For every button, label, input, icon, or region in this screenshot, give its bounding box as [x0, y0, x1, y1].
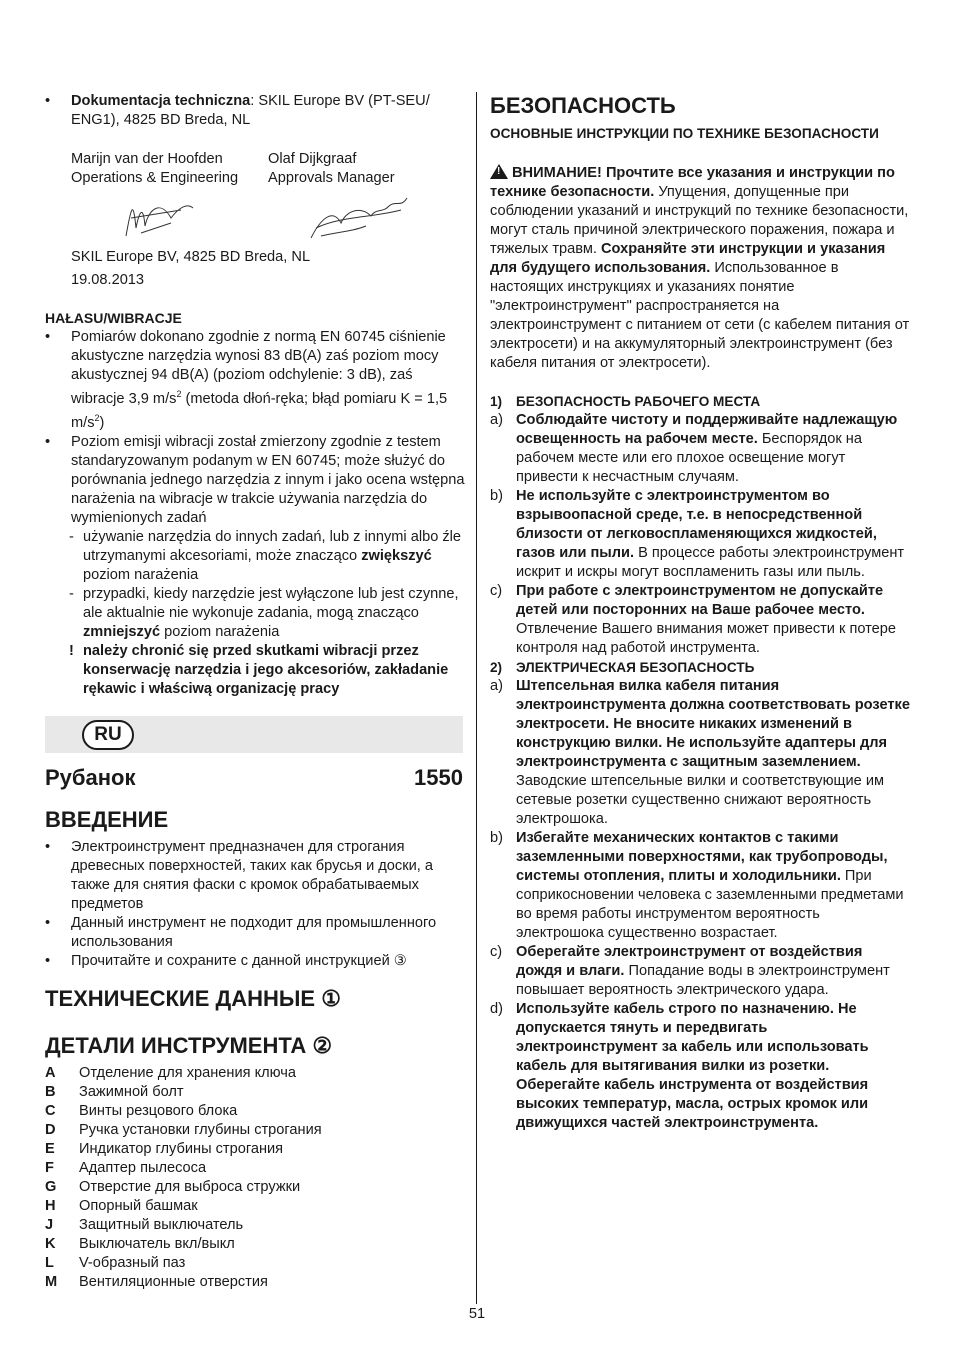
- vibration-warning-text: należy chronić się przed skutkami wibracji przez konserwację narzędzia i jego akcesoriów, zakładanie rękawic i właściwą organizację pracy: [83, 642, 449, 697]
- parts-list: [45, 1064, 465, 1292]
- part-label: Отделение для хранения ключа: [79, 1065, 296, 1081]
- tech-doc-label: Dokumentacja techniczna: [71, 93, 251, 109]
- part-label: Зажимной болт: [79, 1084, 184, 1100]
- part-key: K: [45, 1236, 56, 1252]
- item-bold: Соблюдайте чистоту и поддерживайте надлежащую освещенность на рабочем месте.: [516, 412, 898, 447]
- dash-item-1: [45, 528, 465, 585]
- part-key: D: [45, 1122, 56, 1138]
- list-item: [45, 1121, 465, 1140]
- intro-heading: ВВЕДЕНИЕ: [45, 807, 169, 832]
- item-text: При соприкосновении человека с заземленными предметами во время работы инструментом вероятность электрошока существенно возрастает.: [516, 868, 904, 941]
- part-key: B: [45, 1084, 56, 1100]
- item-text: В процессе работы электроинструмент искрит и искры могут воспламенить газы или пыль.: [516, 545, 905, 580]
- signatory-2-role: Approvals Manager: [268, 170, 395, 186]
- signatory-1: [71, 150, 268, 188]
- list-item: [45, 1197, 465, 1216]
- safety-subheading: ОСНОВНЫЕ ИНСТРУКЦИИ ПО ТЕХНИКЕ БЕЗОПАСНОСТИ: [490, 126, 879, 141]
- signatory-2: [268, 150, 465, 188]
- section-1-heading: [490, 392, 910, 411]
- intro-item: • Электроинструмент предназначен для строгания древесных поверхностей, таких как брусья и доски, а также для снятия фаски с кромок обрабатываемых предметов: [45, 838, 465, 914]
- intro-item: • Данный инструмент не подходит для промышленного использования: [45, 914, 465, 952]
- item-bold: Не используйте с электроинструментом во взрывоопасной среде, т.е. в непосредственной близости от легковоспламеняющихся жидкостей, газов или пыли.: [516, 488, 877, 561]
- dash-1-text-c: poziom narażenia: [83, 566, 199, 583]
- dash-2-text-a: przypadki, kiedy narzędzie jest wyłączone lub jest czynne, ale aktualnie nie wykonuje zadania, mogą znacząco: [83, 585, 459, 621]
- item-bold: Используйте кабель строго по назначению. Не допускается тянуть и передвигать электроинструмент за кабель или использовать кабель для вытягивания вилки из розетки. Оберегайте кабель инструмента от воздействия высоких температур, масла, острых кромок или движущихся частей электроинструмента.: [516, 1001, 869, 1131]
- list-item: [490, 411, 910, 487]
- list-item: [45, 1235, 465, 1254]
- list-item: [45, 1216, 465, 1235]
- tech-doc-bullet: [45, 92, 465, 130]
- dash-1-text-a: używanie narzędzia do innych zadań, lub z innymi albo źle utrzymanymi akcesoriami, może znacząco: [83, 528, 462, 564]
- superscript: 2: [176, 389, 182, 399]
- warning-text-1: Упущения, допущенные при соблюдении указаний и инструкций по технике безопасности, могут сталь причиной электрического поражения, пожара и тяжелых травм.: [490, 184, 909, 257]
- warning-bold-2: Сохраняйте эти инструкции и указания для будущего использования.: [490, 241, 886, 276]
- noise-text-a: Pomiarów dokonano zgodnie z normą EN 60745 ciśnienie akustyczne narzędzia wynosi 83 dB(A) zaś poziom mocy akustycznej 94 dB(A) (poziom odchylenie: 3 dB), zaś wibracje 3,9 m/s: [71, 329, 446, 407]
- part-label: Выключатель вкл/выкл: [79, 1236, 235, 1252]
- language-bar: [45, 716, 463, 753]
- part-key: G: [45, 1179, 57, 1195]
- item-key: d): [490, 1001, 503, 1017]
- dash-mark: -: [69, 585, 74, 602]
- tech-doc-text: : SKIL Europe BV (PT-SEU/ ENG1), 4825 BD Breda, NL: [71, 93, 430, 128]
- list-item: [45, 1102, 465, 1121]
- list-item: [490, 829, 910, 943]
- model-number: 1550: [414, 765, 463, 790]
- section-title: ЭЛЕКТРИЧЕСКАЯ БЕЗОПАСНОСТЬ: [516, 660, 755, 675]
- item-key: a): [490, 678, 503, 694]
- list-item: [490, 487, 910, 582]
- product-title-row: [45, 764, 463, 792]
- page-number: 51: [468, 1306, 486, 1322]
- exclamation-mark: !: [69, 642, 74, 659]
- item-text: Беспорядок на рабочем месте или его плохое освещение могут привести к несчастным случаям.: [516, 431, 862, 485]
- part-label: Защитный выключатель: [79, 1217, 244, 1233]
- item-text: Заводские штепсельные вилки и соответствующие им сетевые розетки существенно снижают вероятность электрошока.: [516, 773, 885, 827]
- handwritten-signatures: [71, 188, 491, 248]
- parts-heading-wrap: [45, 1032, 465, 1060]
- section-title: БЕЗОПАСНОСТЬ РАБОЧЕГО МЕСТА: [516, 394, 761, 409]
- noise-bullet-1: [45, 328, 465, 433]
- part-key: F: [45, 1160, 54, 1176]
- part-label: Адаптер пылесоса: [79, 1160, 207, 1176]
- warning-bold-1: ВНИМАНИЕ! Прочтите все указания и инструкции по технике безопасности.: [490, 165, 895, 200]
- item-text: Попадание воды в электроинструмент повышает вероятность электрического удара.: [516, 963, 890, 998]
- noise-text-c: ): [99, 414, 105, 431]
- item-bold: Избегайте механических контактов с такими заземленными поверхностями, как трубопроводы, системы отопления, плиты и холодильники.: [516, 830, 888, 884]
- dash-2-text-c: poziom narażenia: [160, 623, 280, 640]
- list-item: [490, 677, 910, 829]
- dash-mark: -: [69, 528, 74, 545]
- item-key: b): [490, 488, 503, 504]
- dash-item-2: [45, 585, 465, 642]
- list-item: [45, 1159, 465, 1178]
- signatory-1-role: Operations & Engineering: [71, 170, 239, 186]
- left-column: [45, 92, 465, 699]
- intro-item: • Прочитайте и сохраните с данной инструкцией ③: [45, 952, 465, 971]
- right-column: [490, 92, 910, 1133]
- intro-section: [45, 806, 465, 971]
- list-item: [45, 1178, 465, 1197]
- parts-heading: ДЕТАЛИ ИНСТРУМЕНТА ②: [45, 1033, 333, 1058]
- signatory-2-name: Olaf Dijkgraaf: [268, 151, 357, 167]
- part-key: E: [45, 1141, 55, 1157]
- signatures: [71, 188, 465, 248]
- part-label: Отверстие для выброса стружки: [79, 1179, 301, 1195]
- item-key: a): [490, 412, 503, 428]
- section-2-heading: [490, 658, 910, 677]
- dash-2-emphasis: zmniejszyć: [83, 623, 161, 640]
- part-key: J: [45, 1217, 54, 1233]
- vibration-warning: [45, 642, 465, 699]
- language-badge: RU: [82, 720, 134, 750]
- part-key: C: [45, 1103, 56, 1119]
- item-key: c): [490, 944, 503, 960]
- part-label: Ручка установки глубины строгания: [79, 1122, 322, 1138]
- warning-triangle-icon: [490, 164, 508, 179]
- superscript: 2: [94, 412, 100, 423]
- item-bold: Штепсельная вилка кабеля питания электроинструмента должна соответствовать розетке электросети. Не вносите никаких изменений в конструкцию вилки. Не используйте адаптеры для электроинструмента с защитным заземлением.: [516, 678, 910, 770]
- item-bold: Оберегайте электроинструмент от воздействия дождя и влаги.: [516, 944, 863, 979]
- part-key: L: [45, 1255, 54, 1271]
- part-label: V-образный паз: [79, 1255, 186, 1271]
- signatories: [71, 150, 465, 188]
- item-text: Отвлечение Вашего внимания может привести к потере контроля над работой инструмента.: [516, 621, 897, 656]
- part-key: M: [45, 1274, 58, 1290]
- section-number: 1): [490, 394, 503, 409]
- noise-text-b: (metoda dłoń-ręka; błąd pomiaru K = 1,5 m/s: [71, 390, 448, 431]
- section-number: 2): [490, 660, 503, 675]
- list-item: [45, 1083, 465, 1102]
- part-key: A: [45, 1065, 56, 1081]
- safety-heading: БЕЗОПАСНОСТЬ: [490, 93, 676, 118]
- doc-date: 19.08.2013: [71, 272, 145, 288]
- noise-heading: HAŁASU/WIBRACJE: [45, 310, 182, 326]
- part-label: Винты резцового блока: [79, 1103, 238, 1119]
- part-label: Вентиляционные отверстия: [79, 1274, 268, 1290]
- list-item: [45, 1273, 465, 1292]
- item-bold: При работе с электроинструментом не допускайте детей или посторонних на Ваше рабочее место.: [516, 583, 884, 618]
- part-key: H: [45, 1198, 56, 1214]
- general-warning: [490, 162, 910, 373]
- item-key: b): [490, 830, 503, 846]
- warning-text-2: Использованное в настоящих инструкциях и указаниях понятие "электроинструмент" распространяется на электроинструмент с питанием от сети (с кабелем питания от электросети) и на аккумуляторный электроинструмент (без кабеля питания от электросети).: [490, 260, 910, 371]
- signatory-1-name: Marijn van der Hoofden: [71, 151, 223, 167]
- dash-1-emphasis: zwiększyć: [361, 547, 432, 564]
- part-label: Опорный башмак: [79, 1198, 198, 1214]
- list-item: [45, 1254, 465, 1273]
- company-address: SKIL Europe BV, 4825 BD Breda, NL: [71, 249, 311, 265]
- list-item: [490, 582, 910, 658]
- list-item: [45, 1064, 465, 1083]
- tech-data-heading-wrap: [45, 985, 465, 1013]
- item-key: c): [490, 583, 503, 599]
- product-name: Рубанок: [45, 765, 136, 790]
- list-item: [490, 1000, 910, 1133]
- list-item: [490, 943, 910, 1000]
- column-divider: [476, 92, 477, 1304]
- noise-bullet-2: • Poziom emisji wibracji został zmierzony zgodnie z testem standaryzowanym podanym w EN 60745; może służyć do porównania jednego narzędzia z innym i jako ocena wstępna narażenia na wibracje w trakcie używania narzędzia do wymienionych zadań: [45, 433, 465, 528]
- part-label: Индикатор глубины строгания: [79, 1141, 284, 1157]
- tech-data-heading: ТЕХНИЧЕСКИЕ ДАННЫЕ ①: [45, 986, 341, 1011]
- list-item: [45, 1140, 465, 1159]
